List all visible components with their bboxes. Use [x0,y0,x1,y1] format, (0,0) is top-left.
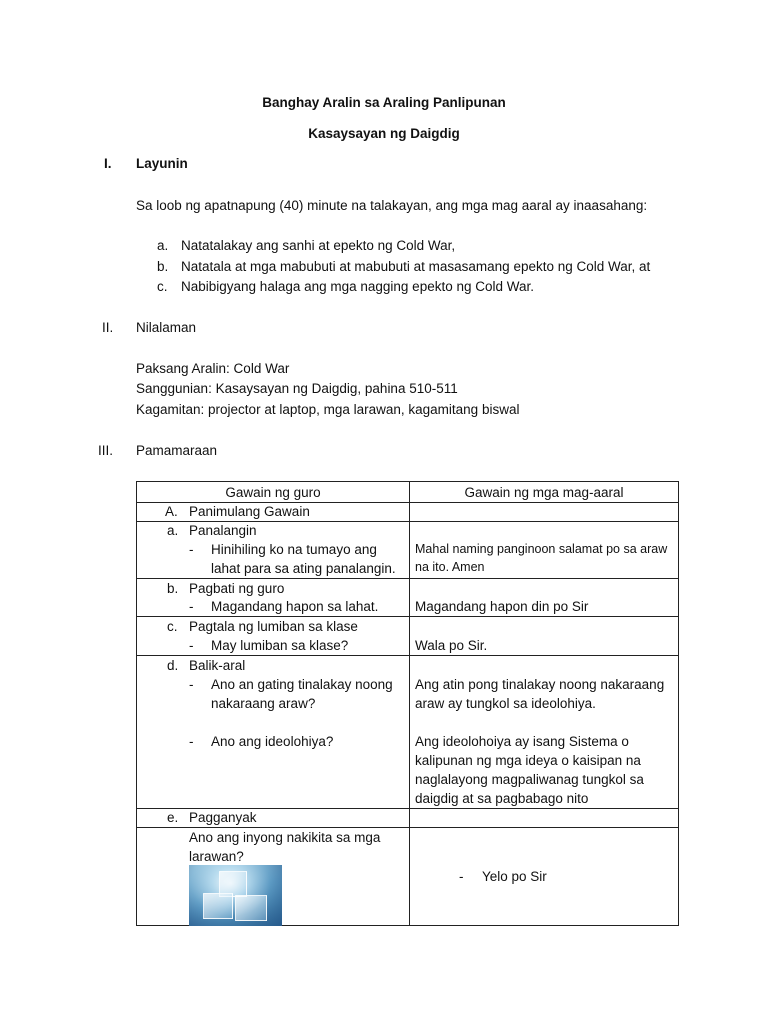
teacher-text: Ano an gating tinalakay noong [211,677,393,692]
teacher-text: larawan? [189,849,244,864]
objective-text: Natatala at mga mabubuti at mabubuti at masasamang epekto ng Cold War, at [181,259,651,274]
student-text: araw ay tungkol sa ideolohiya. [415,696,596,711]
student-text: naglalayong magpaliwanag tungkol sa [415,772,644,787]
student-text: kalipunan ng mga ideya o kaisipan na [415,753,641,768]
objective-marker: c. [157,279,168,294]
row-marker: b. [167,581,179,596]
teacher-text: May lumiban sa klase? [211,638,349,653]
dash-bullet: - [189,677,194,692]
dash-bullet: - [189,734,194,749]
student-text: daigdig at sa pagbabago nito [415,791,589,806]
row-marker: e. [167,810,179,825]
ice-cube [203,893,233,919]
topic-line: Paksang Aralin: Cold War [136,361,290,376]
student-text: na ito. Amen [415,560,485,574]
objective-marker: b. [157,259,169,274]
dash-bullet: - [189,542,194,557]
ice-cube [235,895,267,921]
row-label: Panalangin [189,523,257,538]
procedure-table [136,481,679,926]
dash-bullet: - [189,599,194,614]
objective-text: Natatalakay ang sanhi at epekto ng Cold War, [181,238,456,253]
section-1-heading: Layunin [136,156,188,171]
row-marker: c. [167,619,178,634]
section-1-numeral: I. [104,156,112,171]
materials-line: Kagamitan: projector at laptop, mga larawan, kagamitang biswal [136,402,520,417]
section-2-numeral: II. [102,320,114,335]
teacher-text: Ano ang inyong nakikita sa mga [189,830,381,845]
teacher-text: Ano ang ideolohiya? [211,734,334,749]
row-label: Balik-aral [189,658,246,673]
objective-marker: a. [157,238,169,253]
section-3-heading: Pamamaraan [136,443,218,458]
student-text: Magandang hapon din po Sir [415,599,589,614]
column-header-teacher: Gawain ng guro [225,485,321,500]
student-text: Wala po Sir. [415,638,488,653]
row-label: Panimulang Gawain [189,504,310,519]
dash-bullet: - [189,638,194,653]
row-marker: A. [165,504,178,519]
row-marker: d. [167,658,179,673]
document-subtitle: Kasaysayan ng Daigdig [308,126,460,141]
reference-line: Sanggunian: Kasaysayan ng Daigdig, pahina 510-511 [136,381,458,396]
row-marker: a. [167,523,179,538]
column-divider [409,482,410,925]
section-2-heading: Nilalaman [136,320,197,335]
objective-text: Nabibigyang halaga ang mga nagging epekto ng Cold War. [181,279,534,294]
column-header-student: Gawain ng mga mag-aaral [464,485,624,500]
teacher-text: Hinihiling ko na tumayo ang [211,542,377,557]
teacher-text: nakaraang araw? [211,696,316,711]
row-label: Pagbati ng guro [189,581,285,596]
student-text: Ang ideolohoiya ay isang Sistema o [415,734,629,749]
dash-bullet: - [459,869,464,884]
teacher-text: lahat para sa ating panalangin. [211,561,396,576]
row-label: Pagganyak [189,810,257,825]
teacher-text: Magandang hapon sa lahat. [211,599,379,614]
student-text: Mahal naming panginoon salamat po sa araw [415,542,668,556]
ice-cubes-image [189,865,282,926]
section-1-intro: Sa loob ng apatnapung (40) minute na talakayan, ang mga mag aaral ay inaasahang: [136,198,648,213]
row-label: Pagtala ng lumiban sa klase [189,619,358,634]
document-title: Banghay Aralin sa Araling Panlipunan [262,95,506,110]
student-text: Ang atin pong tinalakay noong nakaraang [415,677,665,692]
section-3-numeral: III. [98,443,114,458]
student-text: Yelo po Sir [482,869,547,884]
